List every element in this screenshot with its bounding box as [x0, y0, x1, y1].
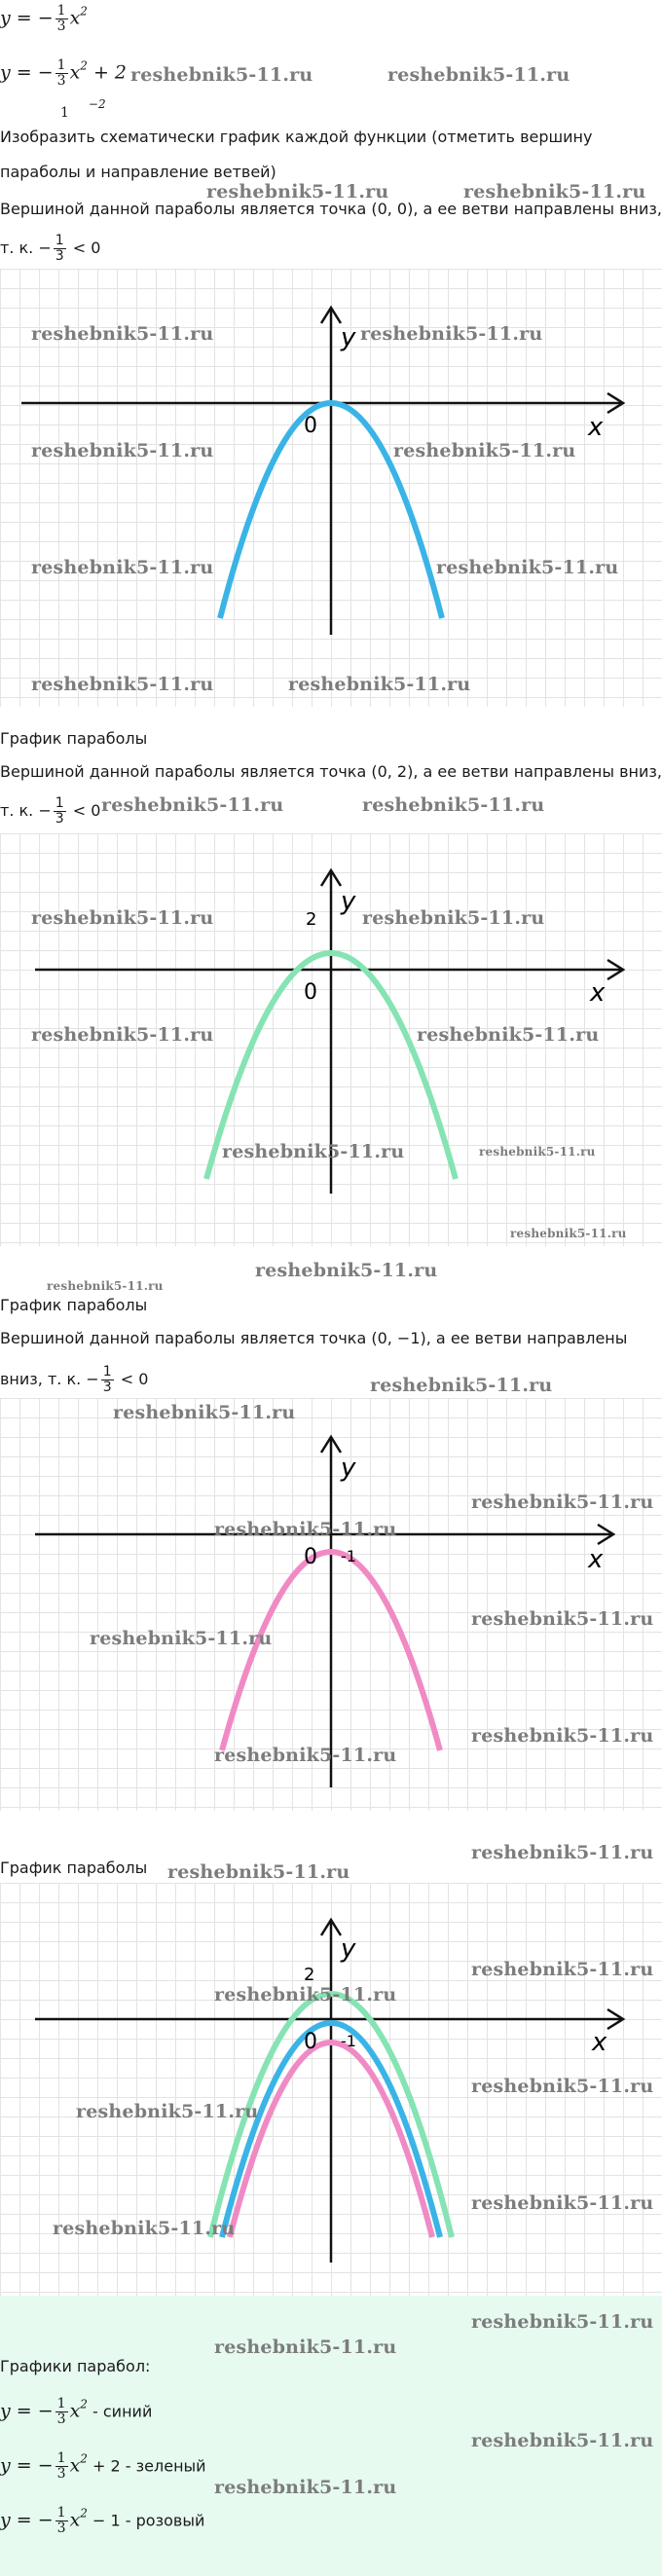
graph-panel-1: [0, 269, 662, 707]
watermark: reshebnik5-11.ru: [255, 1260, 438, 1281]
watermark: reshebnik5-11.ru: [90, 1628, 273, 1649]
equation-1: y = − $\frac{1}{3}$ $x^2$: [0, 3, 88, 34]
y-axis-label: y: [341, 887, 356, 916]
watermark: reshebnik5-11.ru: [206, 181, 389, 202]
summary-line-blue: y = − $\frac{1}{3}$ $x^2$ - синий: [0, 2396, 153, 2427]
summary-line-green: y = − $\frac{1}{3}$ $x^2 + 2$ - зеленый: [0, 2450, 206, 2482]
watermark: reshebnik5-11.ru: [370, 1375, 553, 1396]
watermark: reshebnik5-11.ru: [288, 674, 471, 695]
equation-2: y = − $\frac{1}{3}$ $x^2 + 2$: [0, 57, 128, 89]
equation-3-partial: $1^{-2}$: [60, 97, 106, 121]
watermark: reshebnik5-11.ru: [214, 1745, 397, 1766]
watermark: reshebnik5-11.ru: [31, 674, 214, 695]
x-axis-label: x: [590, 978, 606, 1008]
x-axis-label: x: [592, 2028, 607, 2057]
vertex-text-line1: Вершиной данной параболы является точка (0, 0), а ее ветви направлены вниз,: [0, 200, 662, 218]
vertex-text-line2: т. к. − $\frac{1}{3}$ < 0: [0, 233, 101, 264]
watermark: reshebnik5-11.ru: [471, 1725, 654, 1747]
watermark: reshebnik5-11.ru: [76, 2101, 259, 2122]
watermark: reshebnik5-11.ru: [31, 907, 214, 929]
x-axis-label: x: [588, 1545, 604, 1574]
watermark: reshebnik5-11.ru: [471, 2430, 654, 2451]
watermark: reshebnik5-11.ru: [214, 1519, 397, 1540]
watermark: reshebnik5-11.ru: [362, 907, 545, 929]
watermark: reshebnik5-11.ru: [362, 794, 545, 816]
watermark: reshebnik5-11.ru: [471, 1959, 654, 1980]
watermark: reshebnik5-11.ru: [471, 2076, 654, 2097]
watermark: reshebnik5-11.ru: [47, 1279, 164, 1293]
vertex-text-line2: т. к. − $\frac{1}{3}$ < 0: [0, 795, 101, 827]
watermark: reshebnik5-11.ru: [463, 181, 646, 202]
origin-label: 0: [304, 980, 317, 1005]
watermark: reshebnik5-11.ru: [31, 323, 214, 345]
watermark: reshebnik5-11.ru: [113, 1402, 296, 1423]
watermark: reshebnik5-11.ru: [510, 1227, 627, 1240]
watermark: reshebnik5-11.ru: [31, 440, 214, 461]
vertex-label-2: 2: [304, 1965, 315, 1985]
watermark: reshebnik5-11.ru: [471, 1842, 654, 1863]
x-axis-label: x: [588, 413, 604, 442]
watermark: reshebnik5-11.ru: [436, 557, 619, 578]
watermark: reshebnik5-11.ru: [479, 1145, 596, 1159]
watermark: reshebnik5-11.ru: [387, 64, 570, 86]
watermark: reshebnik5-11.ru: [101, 794, 284, 816]
origin-label: 0: [304, 2030, 317, 2054]
watermark: reshebnik5-11.ru: [214, 1984, 397, 2006]
graph-caption: График параболы: [0, 1858, 148, 1877]
vertex-text-line2: вниз, т. к. − $\frac{1}{3}$ < 0: [0, 1364, 149, 1395]
watermark: reshebnik5-11.ru: [31, 557, 214, 578]
vertex-label-minus1: -1: [341, 2032, 356, 2050]
graph-panel-2: [0, 833, 662, 1246]
watermark: reshebnik5-11.ru: [393, 440, 576, 461]
watermark: reshebnik5-11.ru: [471, 2311, 654, 2333]
watermark: reshebnik5-11.ru: [417, 1024, 600, 1046]
watermark: reshebnik5-11.ru: [360, 323, 543, 345]
graph-panel-3: [0, 1398, 662, 1811]
watermark: reshebnik5-11.ru: [222, 1141, 405, 1162]
watermark: reshebnik5-11.ru: [31, 1024, 214, 1046]
watermark: reshebnik5-11.ru: [471, 1608, 654, 1630]
y-axis-label: y: [341, 323, 356, 352]
task-text-line1: Изобразить схематически график каждой функции (отметить вершину: [0, 128, 593, 146]
vertex-text-line1: Вершиной данной параболы является точка (0, 2), а ее ветви направлены вниз,: [0, 762, 662, 781]
watermark: reshebnik5-11.ru: [214, 2477, 397, 2498]
watermark: reshebnik5-11.ru: [471, 2192, 654, 2214]
watermark: reshebnik5-11.ru: [167, 1861, 350, 1883]
summary-box: [0, 2296, 662, 2576]
watermark: reshebnik5-11.ru: [471, 1491, 654, 1513]
graph-caption: График параболы: [0, 729, 148, 748]
watermark: reshebnik5-11.ru: [214, 2337, 397, 2358]
watermark: reshebnik5-11.ru: [53, 2218, 236, 2239]
y-axis-label: y: [341, 1454, 356, 1483]
summary-title: Графики парабол:: [0, 2357, 151, 2375]
vertex-label-minus1: -1: [341, 1547, 356, 1565]
task-text-line2: параболы и направление ветвей): [0, 163, 276, 181]
vertex-text-line1: Вершиной данной параболы является точка (0, −1), а ее ветви направлены: [0, 1329, 628, 1347]
y-axis-label: y: [341, 1934, 356, 1964]
vertex-label-2: 2: [306, 909, 317, 930]
summary-line-pink: y = − $\frac{1}{3}$ $x^2 - 1$ - розовый: [0, 2505, 205, 2536]
origin-label: 0: [304, 1545, 317, 1569]
graph-caption: График параболы: [0, 1296, 148, 1314]
watermark: reshebnik5-11.ru: [130, 64, 313, 86]
origin-label: 0: [304, 414, 317, 438]
